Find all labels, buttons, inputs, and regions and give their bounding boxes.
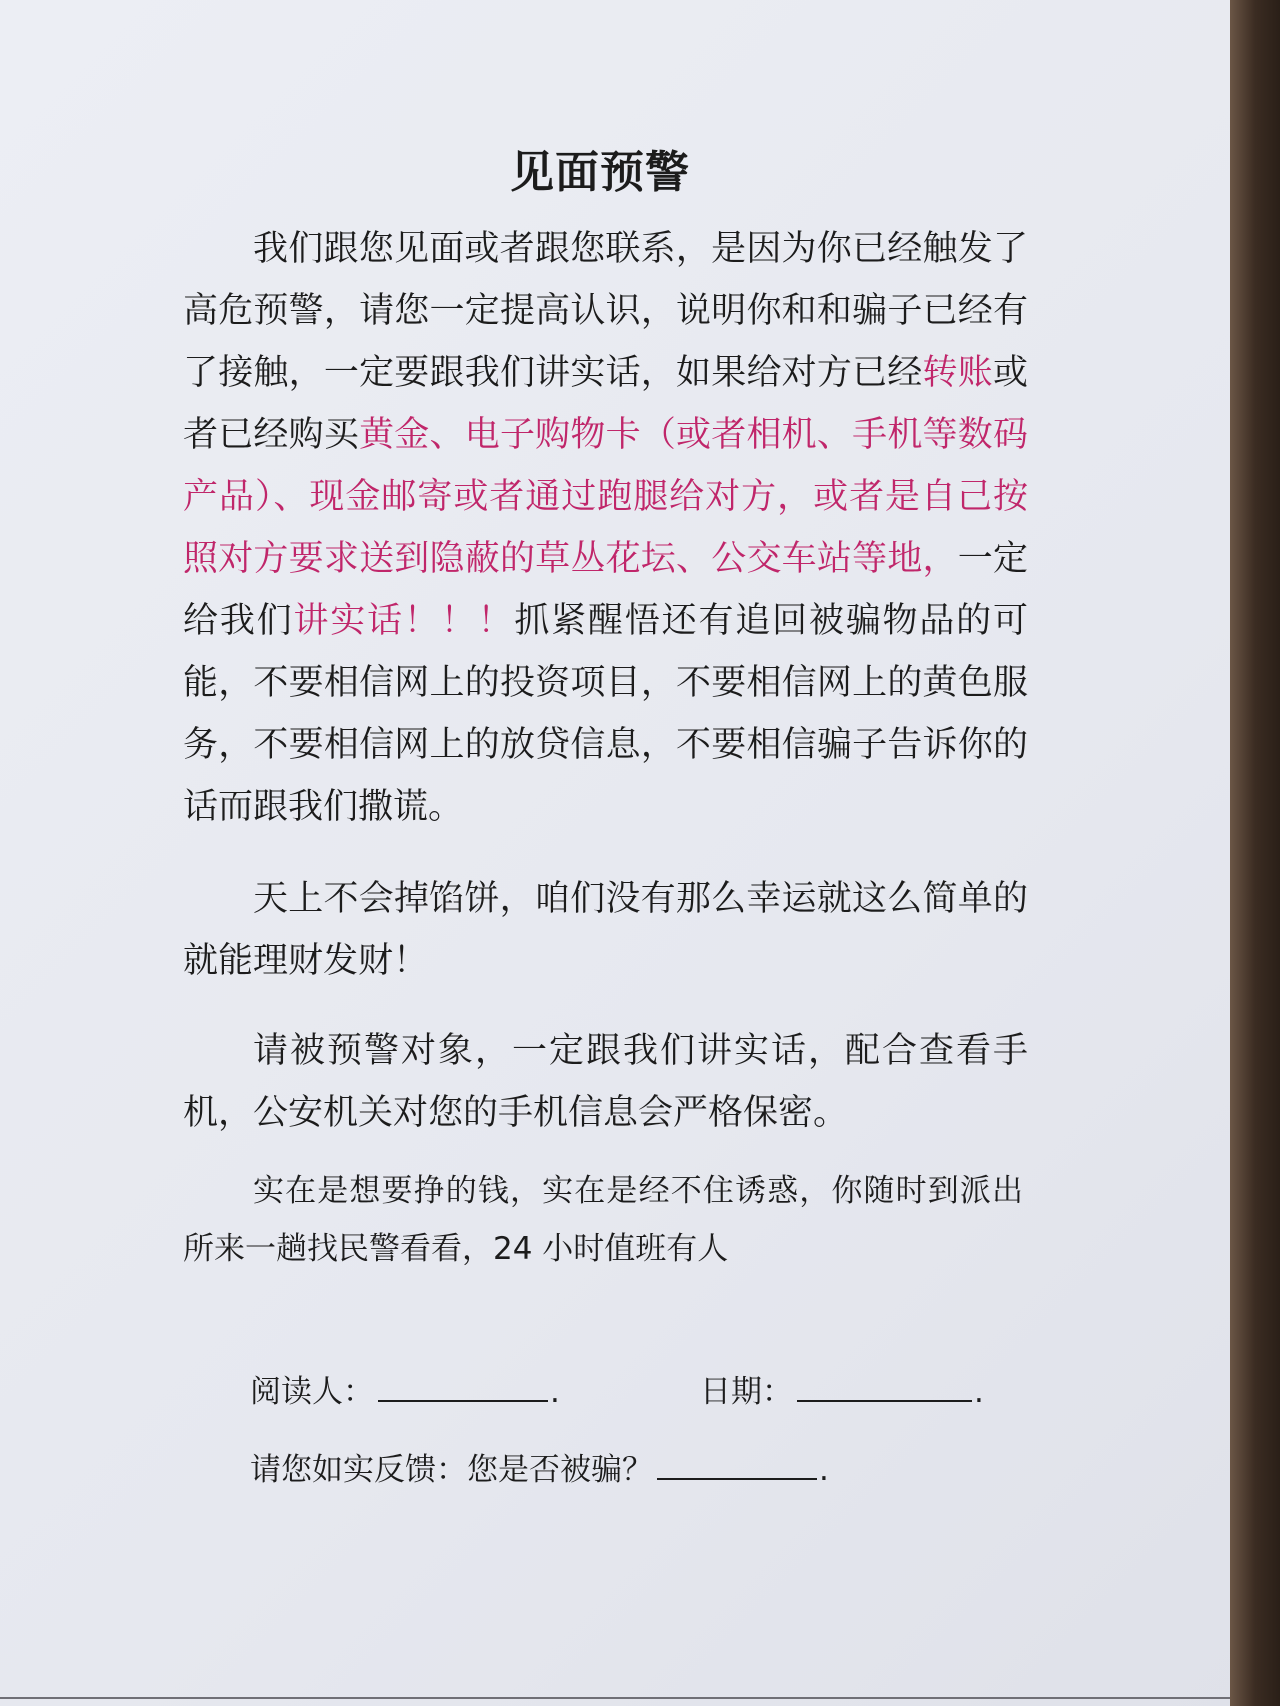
paragraph-text: 抓紧醒悟还有追回被骗物品的可能，不要相信网上的投资项目，不要相信网上的黄色服务，不要相信网上的放贷信息，不要相信骗子告诉你的话而跟我们撒谎。 bbox=[183, 601, 1028, 827]
paragraph-text: 一定给我们 bbox=[183, 539, 1028, 641]
highlight-goods: 黄金、电子购物卡（或者相机、手机等数码产品）、现金邮寄或者通过跑腿给对方，或者是自己按照对方要求送到隐蔽的草丛花坛、公交车站等地， bbox=[183, 415, 1028, 579]
warning-paragraph bbox=[183, 218, 1028, 838]
cooperate-paragraph: 请被预警对象，一定跟我们讲实话，配合查看手机，公安机关对您的手机信息会严格保密。 bbox=[183, 1031, 1028, 1133]
highlight-transfer: 转账 bbox=[922, 353, 993, 393]
feedback-label: 请您如实反馈：您是否被骗？ bbox=[250, 1452, 653, 1488]
end-mark: . bbox=[819, 1452, 829, 1488]
reader-label: 阅读人： bbox=[250, 1374, 374, 1410]
date-label: 日期： bbox=[700, 1374, 793, 1410]
no-free-lunch-paragraph: 天上不会掉馅饼，咱们没有那么幸运就这么简单的就能理财发财！ bbox=[183, 879, 1028, 981]
date-blank[interactable] bbox=[797, 1368, 972, 1402]
reader-blank[interactable] bbox=[378, 1368, 548, 1402]
feedback-field bbox=[250, 1446, 829, 1490]
end-mark: . bbox=[974, 1374, 984, 1410]
date-field bbox=[700, 1368, 984, 1412]
page-title: 见面预警 bbox=[510, 147, 690, 198]
paragraph-text: 我们跟您见面或者跟您联系，是因为你已经触发了高危预警，请您一定提高认识，说明你和和骗子已经有了接触，一定要跟我们讲实话，如果给对方已经 bbox=[183, 229, 1028, 393]
highlight-tell-truth: 讲实话！！！ bbox=[293, 601, 515, 641]
end-mark: . bbox=[550, 1374, 560, 1410]
feedback-blank[interactable] bbox=[657, 1446, 817, 1480]
wooden-desk-edge bbox=[1230, 0, 1280, 1706]
page-bottom-rule bbox=[0, 1697, 1240, 1699]
police-station-paragraph: 实在是想要挣的钱，实在是经不住诱惑，你随时到派出所来一趟找民警看看，24 小时值班有人 bbox=[183, 1173, 1023, 1267]
paragraph-text: 或者已经购买 bbox=[183, 353, 1028, 455]
reader-field bbox=[250, 1368, 560, 1412]
